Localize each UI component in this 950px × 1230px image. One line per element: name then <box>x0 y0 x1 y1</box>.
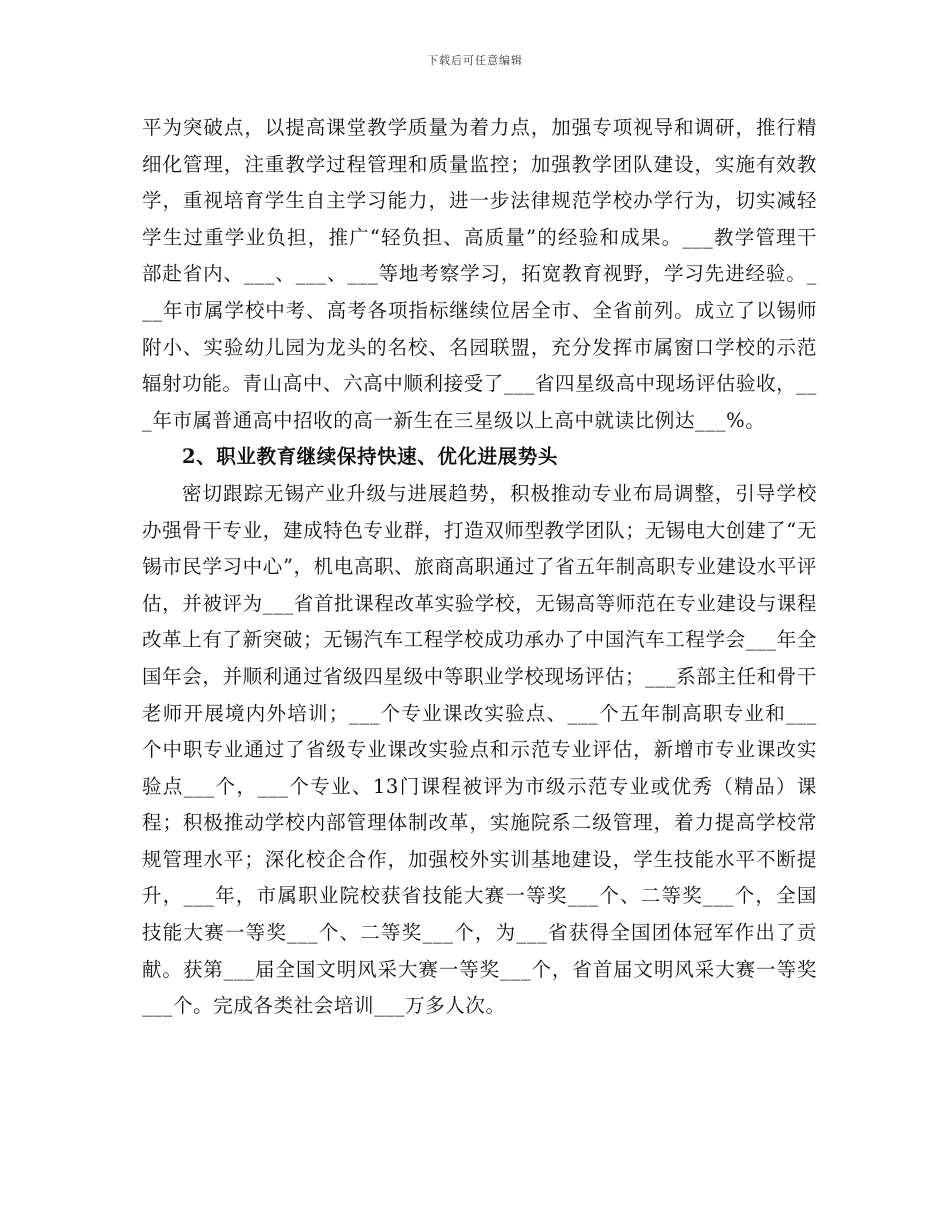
paragraph-2: 密切跟踪无锡产业升级与进展趋势，积极推动专业布局调整，引导学校办强骨干专业，建成特色专业群，打造双师型教学团队；无锡电大创建了“无锡市民学习中心”，机电高职、旅商高职通过了省五年制高职专业建设水平评估，并被评为___省首批课程改革实验学校，无锡高等师范在专业建设与课程改革上有了新突破；无锡汽车工程学校成功承办了中国汽车工程学会___年全国年会，并顺利通过省级四星级中等职业学校现场评估；___系部主任和骨干老师开展境内外培训；___个专业课改实验点、___个五年制高职专业和___个中职专业通过了省级专业课改实验点和示范专业评估，新增市专业课改实验点___个，___个专业、13门课程被评为市级示范专业或优秀（精品）课程；积极推动学校内部管理体制改革，实施院系二级管理，着力提高学校常规管理水平；深化校企合作，加强校外实训基地建设，学生技能水平不断提升，___年，市属职业院校获省技能大赛一等奖___个、二等奖___个，全国技能大赛一等奖___个、二等奖___个，为___省获得全国团体冠军作出了贡献。获第___届全国文明风采大赛一等奖___个，省首届文明风采大赛一等奖___个。完成各类社会培训___万多人次。 <box>142 481 817 1018</box>
document-body <box>142 110 817 1025</box>
page-header: 下载后可任意编辑 <box>427 54 523 67</box>
section-heading-2: 2、职业教育继续保持快速、优化进展势头 <box>182 445 558 469</box>
paragraph-1: 平为突破点，以提高课堂教学质量为着力点，加强专项视导和调研，推行精细化管理，注重教学过程管理和质量监控；加强教学团队建设，实施有效教学，重视培育学生自主学习能力，进一步法律规范学校办学行为，切实减轻学生过重学业负担，推广“轻负担、高质量”的经验和成果。___教学管理干部赴省内、___、___、___等地考察学习，拓宽教育视野，学习先进经验。___年市属学校中考、高考各项指标继续位居全市、全省前列。成立了以锡师附小、实验幼儿园为龙头的名校、名园联盟，充分发挥市属窗口学校的示范辐射功能。青山高中、六高中顺利接受了___省四星级高中现场评估验收，___年市属普通高中招收的高一新生在三星级以上高中就读比例达___%。 <box>142 116 817 432</box>
